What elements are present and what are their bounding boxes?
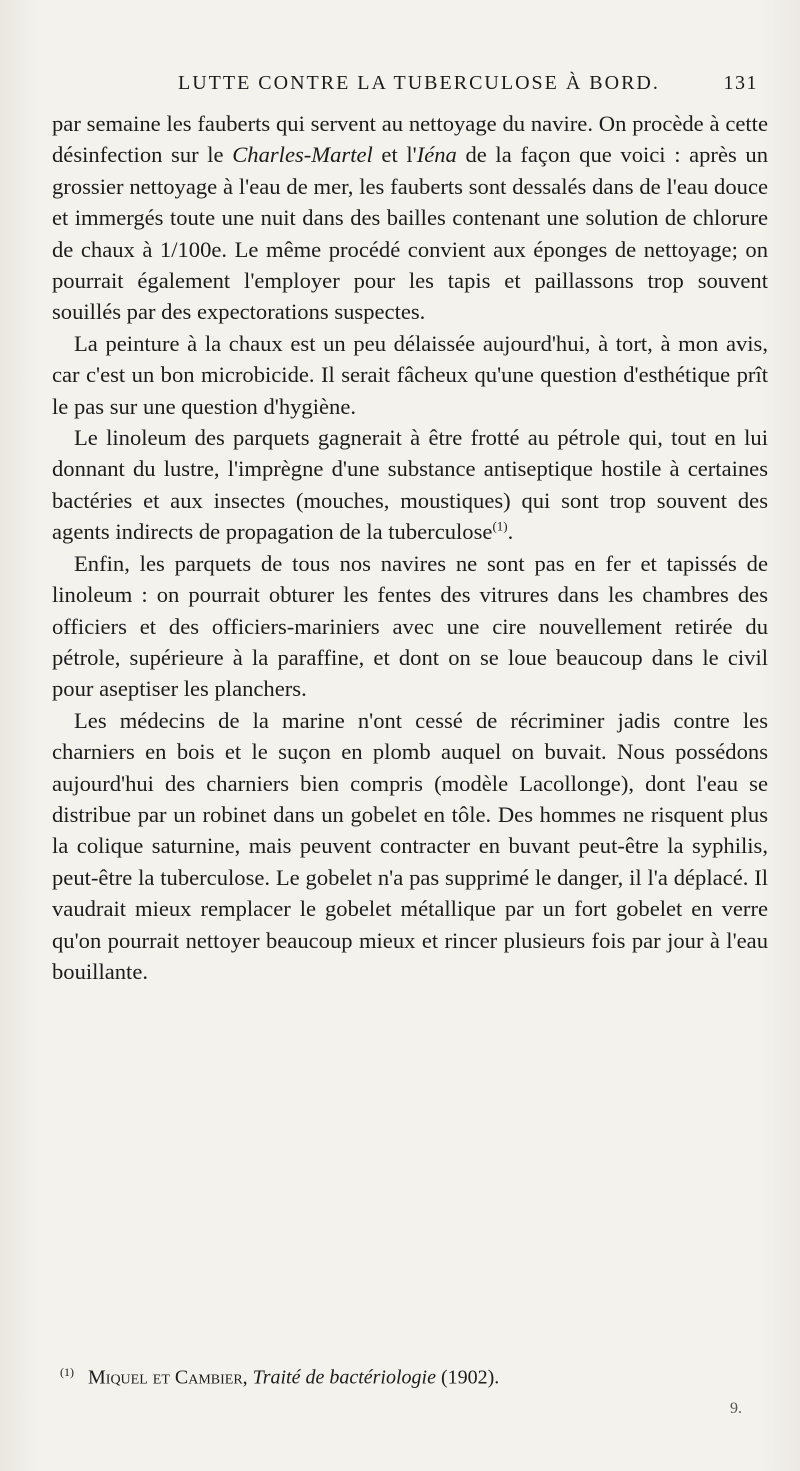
page-header: [60, 72, 758, 102]
footnote-year: (1902).: [440, 1366, 500, 1389]
paragraph-1-text-b: et l': [372, 142, 417, 168]
footnote-title: Traité de bactériologie: [252, 1366, 436, 1389]
page-number: 131: [723, 72, 758, 94]
running-head: LUTTE CONTRE LA TUBERCULOSE À BORD.: [178, 72, 660, 94]
paragraph-3: [52, 422, 768, 548]
ship-name-iena: Iéna: [416, 142, 457, 168]
paragraph-4: Enfin, les parquets de tous nos navires ne sont pas en fer et tapissés de linoleum : on pourrait obturer les fentes des vitrures dans les chambres des officiers et des officiers-mariniers avec une cire nouvellement retirée du pétrole, supérieure à la paraffine, et dont on se loue beaucoup dans le civil pour aseptiser les planchers.: [52, 550, 768, 702]
paragraph-5: Les médecins de la marine n'ont cessé de récriminer jadis contre les charniers en bois et le suçon en plomb auquel on buvait. Nous possédons aujourd'hui des charniers bien compris (modèle Lacollonge), dont l'eau se distribue par un robinet dans un gobelet en tôle. Des hommes ne risquent plus la colique saturnine, mais peuvent contracter en buvant peut-être la syphilis, peut-être la tuberculose. Le gobelet n'a pas supprimé le danger, il l'a déplacé. Il vaudrait mieux remplacer le gobelet métallique par un fort gobelet en verre qu'on pourrait nettoyer beaucoup mieux et rincer plusieurs fois par jour à l'eau bouillante.: [52, 707, 768, 984]
footnote-authors: Miquel et Cambier,: [88, 1366, 248, 1389]
paragraph-2: La peinture à la chaux est un peu délaissée aujourd'hui, à tort, à mon avis, car c'est un bon microbicide. Il serait fâcheux qu'une question d'esthétique prît le pas sur une question d'hygiène.: [52, 330, 768, 419]
ship-name-charles-martel: Charles-Martel: [232, 142, 373, 168]
paragraph-1-text-a: par semaine les fauberts qui servent au nettoyage du navire. On procède à cette désinfection sur le: [52, 111, 768, 168]
signature-mark: 9.: [730, 1400, 742, 1417]
footnote: [60, 1358, 760, 1392]
footnote-reference: (1): [492, 518, 508, 534]
paragraph-1-text-c: de la façon que voici : après un grossier nettoyage à l'eau de mer, les fauberts sont dessalés dans de l'eau douce et immergés toute une nuit dans des bailles contenant une solution de chlorure de chaux à 1/100e. Le même procédé convient aux éponges de nettoyage; on pourrait également l'employer pour les tapis et paillassons trop souvent souillés par des expectorations suspectes.: [52, 142, 768, 325]
paragraph-3-tail: .: [507, 519, 514, 545]
body-text: [52, 108, 768, 987]
footnote-mark: (1): [60, 1365, 74, 1379]
paragraph-1: [52, 108, 768, 328]
paragraph-3-text: Le linoleum des parquets gagnerait à être frotté au pétrole qui, tout en lui donnant du lustre, l'imprègne d'une substance antiseptique hostile à certaines bactéries et aux insectes (mouches, moustiques) qui sont trop souvent des agents indirects de propagation de la tuberculose: [52, 425, 768, 545]
